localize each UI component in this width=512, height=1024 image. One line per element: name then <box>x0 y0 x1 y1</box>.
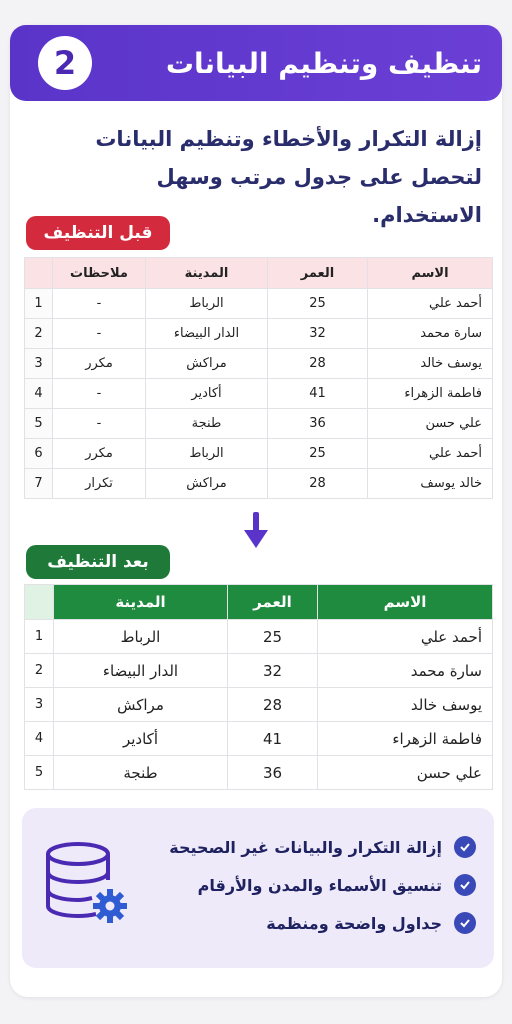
cell-row-number: 2 <box>25 319 53 349</box>
cell-name: أحمد علي <box>318 620 493 654</box>
table-row <box>25 349 493 379</box>
cell-row-number: 6 <box>25 439 53 469</box>
cell-city: مراكش <box>146 469 268 499</box>
feature-text: تنسيق الأسماء والمدن والأرقام <box>197 875 442 895</box>
cell-age: 25 <box>268 289 368 319</box>
cell-notes: - <box>53 289 146 319</box>
cell-notes: تكرار <box>53 469 146 499</box>
cell-notes: مكرر <box>53 439 146 469</box>
column-header-name: الاسم <box>318 585 493 620</box>
cell-name: علي حسن <box>368 409 493 439</box>
cell-age: 41 <box>228 722 318 756</box>
cell-city: أكادير <box>54 722 228 756</box>
cell-notes: مكرر <box>53 349 146 379</box>
cell-age: 36 <box>268 409 368 439</box>
cell-age: 25 <box>228 620 318 654</box>
table-header-row <box>25 258 493 289</box>
cell-name: سارة محمد <box>368 319 493 349</box>
cell-name: فاطمة الزهراء <box>368 379 493 409</box>
column-header-city: المدينة <box>54 585 228 620</box>
header-banner <box>10 25 502 101</box>
cell-age: 28 <box>268 469 368 499</box>
cell-city: الدار البيضاء <box>54 654 228 688</box>
table-row <box>25 379 493 409</box>
table-header-row <box>25 585 493 620</box>
cell-notes: - <box>53 379 146 409</box>
cell-row-number: 4 <box>25 722 54 756</box>
cell-city: الرباط <box>146 289 268 319</box>
table-row <box>25 654 493 688</box>
table-row <box>25 319 493 349</box>
after-cleaning-label: بعد التنظيف <box>26 545 170 579</box>
subtitle-line-2: لتحصل على جدول مرتب وسهل الاستخدام. <box>156 165 482 227</box>
cell-city: الرباط <box>146 439 268 469</box>
table-row <box>25 620 493 654</box>
before-cleaning-label: قبل التنظيف <box>26 216 170 250</box>
cell-name: أحمد علي <box>368 439 493 469</box>
column-header-number <box>25 258 53 289</box>
cell-city: الرباط <box>54 620 228 654</box>
cell-age: 32 <box>268 319 368 349</box>
table-row <box>25 409 493 439</box>
table-row <box>25 722 493 756</box>
table-row <box>25 756 493 790</box>
cell-age: 28 <box>228 688 318 722</box>
column-header-age: العمر <box>268 258 368 289</box>
cell-row-number: 4 <box>25 379 53 409</box>
header-title: تنظيف وتنظيم البيانات <box>165 46 482 80</box>
cell-name: سارة محمد <box>318 654 493 688</box>
cell-age: 28 <box>268 349 368 379</box>
before-cleaning-table <box>24 257 493 499</box>
cell-name: يوسف خالد <box>318 688 493 722</box>
column-header-number <box>25 585 54 620</box>
cell-name: فاطمة الزهراء <box>318 722 493 756</box>
database-gear-icon <box>44 840 132 930</box>
table-row <box>25 439 493 469</box>
cell-row-number: 3 <box>25 349 53 379</box>
features-list <box>156 828 476 942</box>
cell-row-number: 5 <box>25 756 54 790</box>
cell-age: 32 <box>228 654 318 688</box>
table-row <box>25 289 493 319</box>
check-circle-icon <box>454 874 476 896</box>
cell-city: مراكش <box>146 349 268 379</box>
column-header-notes: ملاحظات <box>53 258 146 289</box>
check-circle-icon <box>454 836 476 858</box>
cell-city: أكادير <box>146 379 268 409</box>
cell-row-number: 1 <box>25 289 53 319</box>
check-circle-icon <box>454 912 476 934</box>
cell-name: علي حسن <box>318 756 493 790</box>
cell-city: الدار البيضاء <box>146 319 268 349</box>
cell-age: 41 <box>268 379 368 409</box>
cell-notes: - <box>53 319 146 349</box>
feature-text: جداول واضحة ومنظمة <box>266 913 442 933</box>
cell-name: أحمد علي <box>368 289 493 319</box>
cell-city: مراكش <box>54 688 228 722</box>
cell-row-number: 7 <box>25 469 53 499</box>
cell-city: طنجة <box>54 756 228 790</box>
cell-age: 36 <box>228 756 318 790</box>
column-header-city: المدينة <box>146 258 268 289</box>
feature-item <box>156 866 476 904</box>
table-row <box>25 688 493 722</box>
cell-row-number: 2 <box>25 654 54 688</box>
feature-item <box>156 904 476 942</box>
cell-age: 25 <box>268 439 368 469</box>
cell-row-number: 5 <box>25 409 53 439</box>
cell-notes: - <box>53 409 146 439</box>
feature-text: إزالة التكرار والبيانات غير الصحيحة <box>169 837 442 857</box>
step-number-badge: 2 <box>38 36 92 90</box>
arrow-down-icon <box>243 512 269 550</box>
after-cleaning-table <box>24 584 493 790</box>
subtitle-line-1: إزالة التكرار والأخطاء وتنظيم البيانات <box>95 127 482 151</box>
table-row <box>25 469 493 499</box>
cell-row-number: 1 <box>25 620 54 654</box>
cell-city: طنجة <box>146 409 268 439</box>
feature-item <box>156 828 476 866</box>
cell-name: خالد يوسف <box>368 469 493 499</box>
column-header-name: الاسم <box>368 258 493 289</box>
cell-name: يوسف خالد <box>368 349 493 379</box>
cell-row-number: 3 <box>25 688 54 722</box>
column-header-age: العمر <box>228 585 318 620</box>
